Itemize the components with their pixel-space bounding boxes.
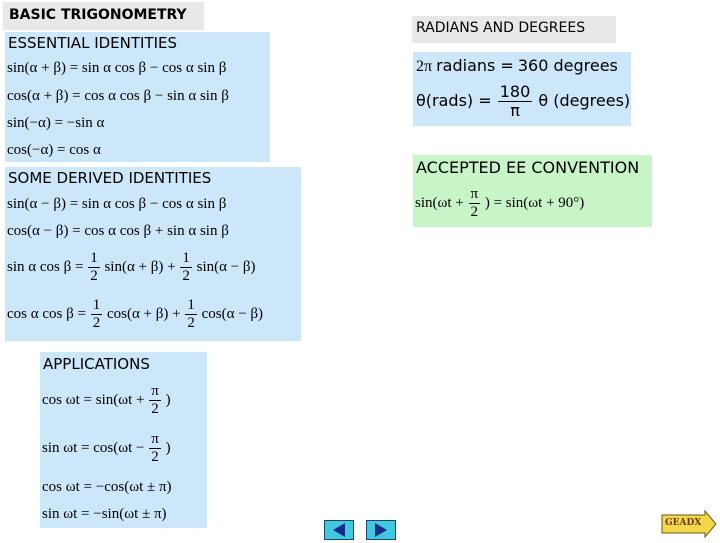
arrow-left-icon <box>325 521 353 539</box>
denominator: 2 <box>470 204 479 220</box>
derived-heading: SOME DERIVED IDENTITIES <box>8 169 212 187</box>
pi-over-2-fraction <box>149 384 161 417</box>
essential-line-1: sin(α + β) = sin α cos β − cos α sin β <box>7 60 227 76</box>
application-line-2 <box>42 432 171 465</box>
application-line-1-rhs: ) <box>165 391 171 408</box>
numerator: 1 <box>90 250 98 266</box>
ee-convention-rhs: ) = sin(ωt + 90°) <box>484 194 585 211</box>
ee-convention-equation <box>415 187 584 220</box>
derived-line-1: sin(α − β) = sin α cos β − cos α sin β <box>7 196 227 212</box>
derived-line-3 <box>7 251 256 284</box>
essential-line-3: sin(−α) = −sin α <box>7 115 105 131</box>
denominator: 2 <box>90 268 98 284</box>
radians-line-2-rhs: θ (degrees) <box>538 91 631 110</box>
radians-line-1-mid: radians = <box>436 56 514 75</box>
derived-line-3-term-2: sin(α − β) <box>196 258 256 275</box>
pi-over-2-fraction <box>149 432 161 465</box>
ee-convention-heading: ACCEPTED EE CONVENTION <box>416 158 640 177</box>
half-fraction <box>88 251 100 284</box>
numerator: π <box>151 431 159 447</box>
numerator: π <box>151 383 159 399</box>
radians-line-1-rhs: 360 degrees <box>517 56 618 75</box>
denominator: 2 <box>187 315 195 331</box>
next-slide-button[interactable] <box>366 520 396 540</box>
numerator: 180 <box>499 82 531 101</box>
pi-over-2-fraction <box>469 187 481 220</box>
numerator: π <box>470 186 479 202</box>
derived-line-4-term-2: cos(α − β) <box>201 305 264 322</box>
denominator: 2 <box>182 268 190 284</box>
ee-convention-lhs: sin(ωt + <box>415 194 464 211</box>
radians-box <box>413 52 631 126</box>
ee-convention-box <box>413 155 652 227</box>
half-fraction <box>91 298 103 331</box>
essential-line-2: cos(α + β) = cos α cos β − sin α sin β <box>7 88 229 104</box>
half-fraction <box>185 298 197 331</box>
applications-heading: APPLICATIONS <box>43 355 150 373</box>
derived-line-4 <box>7 298 263 331</box>
180-over-pi-fraction <box>498 84 533 119</box>
derived-identities-box <box>5 167 301 341</box>
denominator: 2 <box>92 315 101 331</box>
page-title: BASIC TRIGONOMETRY <box>3 2 204 30</box>
return-button-label: GEADX <box>665 518 702 528</box>
derived-line-3-term-1: sin(α + β) + <box>104 258 176 275</box>
half-fraction <box>180 251 192 284</box>
radians-heading: RADIANS AND DEGREES <box>412 16 616 43</box>
previous-slide-button[interactable] <box>324 520 354 540</box>
numerator: 1 <box>187 297 195 313</box>
essential-heading: ESSENTIAL IDENTITIES <box>8 34 178 52</box>
derived-line-2: cos(α − β) = cos α cos β + sin α sin β <box>7 223 229 239</box>
denominator: 2 <box>151 401 159 417</box>
application-line-3: cos ωt = −cos(ωt ± π) <box>42 479 172 495</box>
applications-box <box>40 352 207 528</box>
radians-line-2 <box>416 84 630 119</box>
application-line-1 <box>42 384 171 417</box>
derived-line-3-lhs: sin α cos β = <box>7 258 84 275</box>
return-button[interactable] <box>661 510 717 538</box>
application-line-4: sin ωt = −sin(ωt ± π) <box>42 506 167 522</box>
derived-line-4-term-1: cos(α + β) + <box>106 305 181 322</box>
application-line-2-rhs: ) <box>165 439 171 456</box>
derived-line-4-lhs: cos α cos β = <box>7 305 86 322</box>
essential-identities-box <box>5 32 270 162</box>
radians-line-1-lhs: 2π <box>416 58 433 75</box>
arrow-right-icon <box>367 521 395 539</box>
radians-line-2-lhs: θ(rads) = <box>416 91 492 110</box>
denominator: 2 <box>151 449 159 465</box>
application-line-2-lhs: sin ωt = cos(ωt − <box>42 439 145 456</box>
application-line-1-lhs: cos ωt = sin(ωt + <box>42 391 145 408</box>
numerator: 1 <box>92 297 101 313</box>
denominator: π <box>510 101 520 120</box>
radians-line-1 <box>416 56 618 76</box>
numerator: 1 <box>182 250 190 266</box>
essential-line-4: cos(−α) = cos α <box>7 142 101 158</box>
